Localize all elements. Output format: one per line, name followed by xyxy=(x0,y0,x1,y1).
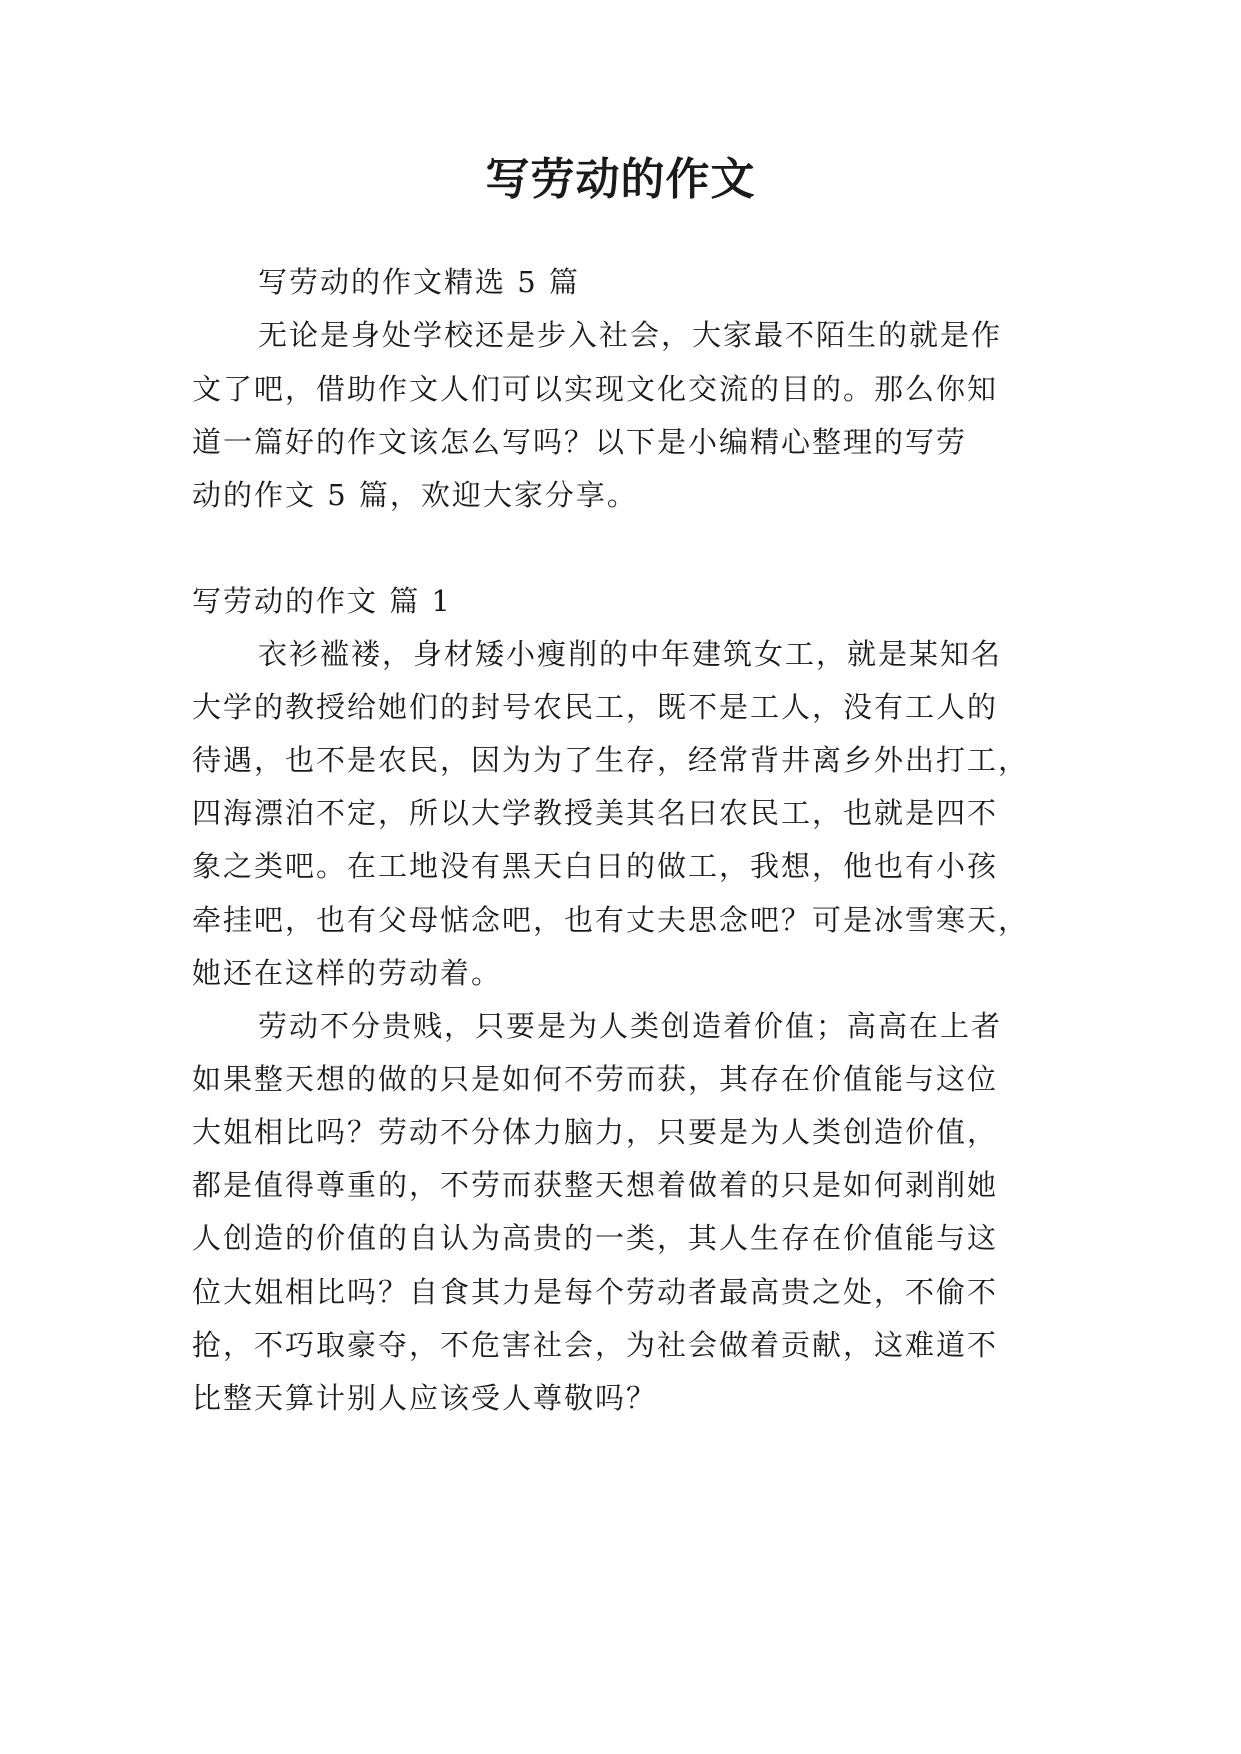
intro-line: 文了吧，借助作文人们可以实现文化交流的目的。那么你知 xyxy=(192,372,999,406)
paragraph-line: 象之类吧。在工地没有黑天白日的做工，我想，他也有小孩 xyxy=(192,849,999,883)
paragraph-line: 如果整天想的做的只是如何不劳而获，其存在价值能与这位 xyxy=(192,1062,999,1096)
intro-line: 无论是身处学校还是步入社会，大家最不陌生的就是作 xyxy=(258,318,1003,352)
document-title: 写劳动的作文 xyxy=(485,154,756,205)
paragraph-line: 四海漂泊不定，所以大学教授美其名曰农民工，也就是四不 xyxy=(192,796,999,830)
paragraph-line: 牵挂吧，也有父母惦念吧，也有丈夫思念吧？可是冰雪寒天， xyxy=(192,903,1030,937)
paragraph-line: 劳动不分贵贱，只要是为人类创造着价值；高高在上者 xyxy=(258,1009,1003,1043)
section-heading: 写劳动的作文 篇 1 xyxy=(192,584,452,618)
paragraph-line: 她还在这样的劳动着。 xyxy=(192,956,503,990)
intro-line: 动的作文 5 篇，欢迎大家分享。 xyxy=(192,478,638,512)
paragraph-line: 比整天算计别人应该受人尊敬吗？ xyxy=(192,1381,658,1415)
intro-line: 道一篇好的作文该怎么写吗？以下是小编精心整理的写劳 xyxy=(192,425,968,459)
paragraph-line: 抢，不巧取豪夺，不危害社会，为社会做着贡献，这难道不 xyxy=(192,1328,999,1362)
paragraph-line: 待遇，也不是农民，因为为了生存，经常背井离乡外出打工， xyxy=(192,743,1030,777)
document-subtitle: 写劳动的作文精选 5 篇 xyxy=(258,265,580,299)
paragraph-line: 衣衫褴褛，身材矮小瘦削的中年建筑女工，就是某知名 xyxy=(258,637,1003,671)
paragraph-line: 位大姐相比吗？自食其力是每个劳动者最高贵之处，不偷不 xyxy=(192,1275,999,1309)
paragraph-line: 大学的教授给她们的封号农民工，既不是工人，没有工人的 xyxy=(192,690,999,724)
paragraph-line: 人创造的价值的自认为高贵的一类，其人生存在价值能与这 xyxy=(192,1221,999,1255)
paragraph-line: 都是值得尊重的，不劳而获整天想着做着的只是如何剥削她 xyxy=(192,1168,999,1202)
paragraph-line: 大姐相比吗？劳动不分体力脑力，只要是为人类创造价值， xyxy=(192,1115,999,1149)
